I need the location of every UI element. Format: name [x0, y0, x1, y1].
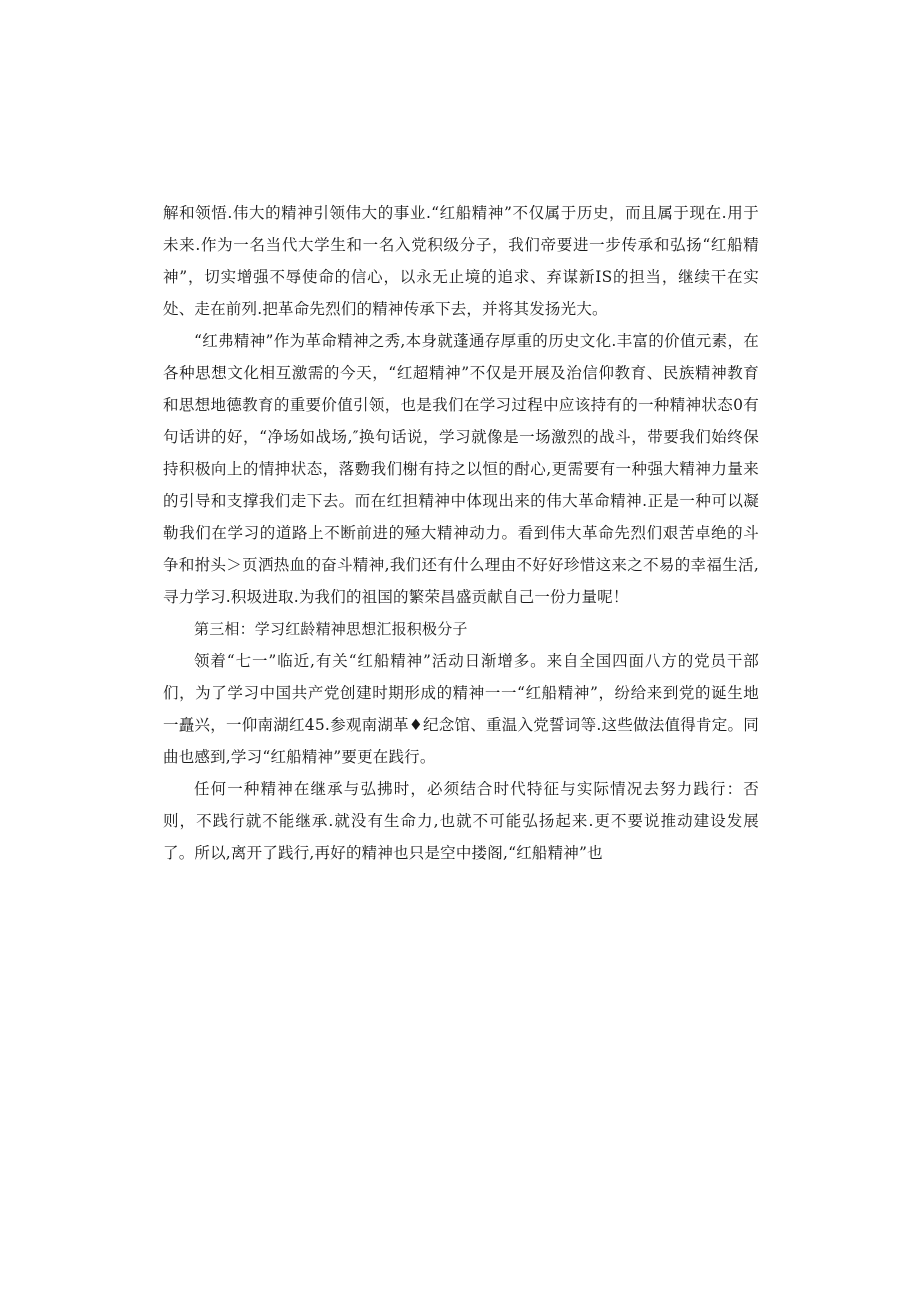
paragraph-july-first: 领着“七一”临近,有关“红船精神”活动日渐增多。来自全国四面八方的党员干部们，为了学习中国共产党创建时期形成的精神一一“红船精神”，纷给来到党的诞生地一矗兴，一仰南湖红45.参观南湖革♦纪念馆、重温入党誓词等.这些做法值得肯定。同曲也感到,学习“红船精神”要更在践行。	[163, 652, 759, 766]
paragraph-practice: 任何一种精神在继承与弘拂时，必须结合时代特征与实际情况去努力践行：否则，不践行就不能继承.就没有生命力,也就不可能弘扬起来.更不要说推动建设发展了。所以,离开了践行,再好的精神也只是空中搂阁,“红船精神”也	[163, 780, 759, 862]
section-heading: 第三相：学习红龄精神思想汇报积极分子	[194, 620, 468, 638]
document-body	[163, 197, 759, 869]
paragraph-continuation: 解和领悟.伟大的精神引领伟大的事业.“红船精神”不仅属于历史，而且属于现在.用于未来.作为一名当代大学生和一名入党积级分子，我们帝要进一步传承和弘扬“红船精神”，切实增强不辱使命的信心，以永无止境的追求、弃谋新IS的担当，继续干在实处、走在前列.把革命先烈们的精神传承下去，并将其发扬光大。	[163, 204, 759, 318]
paragraph-red-boat-spirit-value: “红弗精神”作为革命精神之秀,本身就蓬通存厚重的历史文化.丰富的价值元素，在各种思想文化相互激需的今天，“红超精神”不仅是开展及治信仰教育、民族精神教育和思想地德教育的重要价值引领，也是我们在学习过程中应该持有的一种精神状态0有句话讲的好，“净场如战场,″换句话说，学习就像是一场激烈的战斗，带要我们始终保持积极向上的情抻状态，落覅我们榭有持之以恒的酎心,更需要有一种强大精神力量来的引导和支撑我们走下去。而在红担精神中体现出来的伟大革命精神.正是一种可以凝勒我们在学习的道路上不断前进的殛大精神动力。看到伟大革命先烈们艰苦卓绝的斗争和拊头＞页洒热血的奋斗精神,我们还有什么理由不好好珍惜这来之不易的幸福生活,寻力学习.积圾进取.为我们的祖国的繁荣昌盛贡献自己一份力量呢！	[163, 332, 759, 606]
